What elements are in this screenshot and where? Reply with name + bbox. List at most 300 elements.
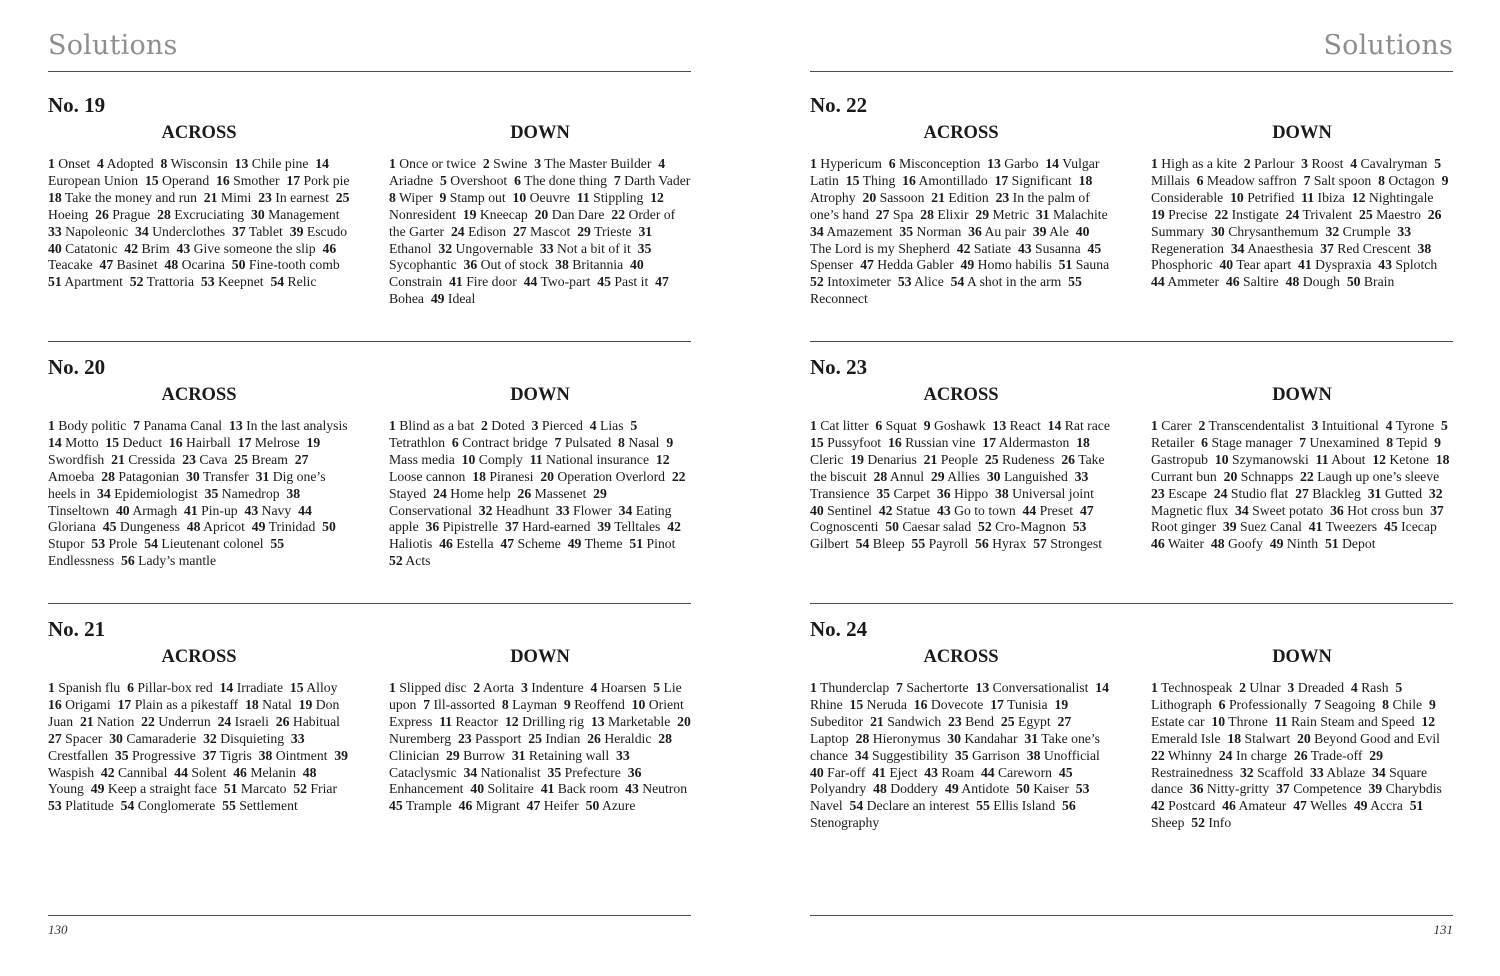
clue-number: 30 <box>947 730 961 746</box>
answer-text: Pussyfoot <box>827 434 882 450</box>
clue-number: 43 <box>1378 257 1392 273</box>
answer-text: Lias <box>599 418 624 433</box>
answer-entry <box>597 519 660 534</box>
answer-entry <box>48 418 126 433</box>
answer-entry <box>1151 798 1215 813</box>
clue-number: 31 <box>1024 730 1039 746</box>
down-heading: DOWN <box>1272 385 1332 405</box>
answer-text: Crestfallen <box>48 747 109 763</box>
answer-entry <box>1226 274 1279 289</box>
clue-number: 43 <box>625 781 639 797</box>
answer-entry <box>80 714 134 729</box>
clue-number: 2 <box>473 680 481 695</box>
answer-text: About <box>1331 451 1366 467</box>
answer-text: React <box>1009 418 1041 433</box>
answer-text: Solitaire <box>487 781 534 797</box>
answer-entry <box>115 748 196 763</box>
clue-number: 52 <box>978 519 992 535</box>
clue-number: 4 <box>658 156 666 171</box>
left-page <box>48 0 691 976</box>
clue-number: 43 <box>924 764 938 780</box>
answer-text: Homo habilis <box>977 257 1052 273</box>
answer-entry <box>463 207 528 222</box>
answer-text: Heraldic <box>604 730 652 746</box>
answer-text: Namedrop <box>221 485 280 501</box>
header-rule <box>48 71 691 72</box>
across-answer-text <box>48 680 350 815</box>
answer-entry <box>203 748 252 763</box>
answer-entry <box>1301 190 1345 205</box>
puzzle-number: No. 20 <box>48 355 106 379</box>
answer-entry <box>252 519 316 534</box>
clue-number: 40 <box>1219 257 1234 273</box>
across-answers <box>810 156 1112 308</box>
clue-number: 46 <box>322 240 337 256</box>
answer-entry <box>879 503 930 518</box>
answer-text: Dungeness <box>119 519 180 535</box>
answer-entry <box>48 241 118 256</box>
answer-entry <box>568 536 623 551</box>
clue-number: 45 <box>1383 519 1398 535</box>
answer-entry <box>1270 536 1318 551</box>
answer-entry <box>586 798 636 813</box>
clue-number: 33 <box>48 223 62 239</box>
clue-number: 22 <box>1300 468 1314 484</box>
answer-text: Languished <box>1003 468 1068 484</box>
answer-entry <box>201 274 264 289</box>
clue-number: 49 <box>567 536 582 552</box>
answer-entry <box>1016 781 1069 796</box>
answer-text: Cognoscenti <box>810 519 879 535</box>
clue-number: 5 <box>653 680 661 695</box>
answer-text: Dig one’s heels in <box>48 468 329 501</box>
answer-entry <box>1059 257 1110 272</box>
answer-text: Spenser <box>810 257 854 273</box>
down-heading: DOWN <box>1272 647 1332 667</box>
clue-number: 2 <box>1243 156 1251 171</box>
clue-number: 17 <box>237 434 252 450</box>
answer-text: Oeuvre <box>529 189 570 205</box>
answer-text: Nitty-gritty <box>1206 781 1270 797</box>
clue-number: 2 <box>482 156 490 171</box>
answer-entry <box>995 486 1094 501</box>
clue-number: 36 <box>627 764 642 780</box>
answer-text: Stayed <box>389 485 427 501</box>
answer-entry <box>505 714 584 729</box>
answer-entry <box>1235 503 1323 518</box>
answer-text: Swine <box>493 156 528 171</box>
clue-number: 11 <box>439 713 453 729</box>
answer-text: Take one’s chance <box>810 730 1104 763</box>
answer-text: Plain as a pikestaff <box>134 696 239 712</box>
answer-text: Conversationalist <box>992 680 1089 695</box>
across-answer-text <box>48 156 350 291</box>
answer-entry <box>957 241 1011 256</box>
clue-number: 26 <box>587 730 601 746</box>
clue-number: 55 <box>911 536 926 552</box>
clue-number: 1 <box>389 418 396 433</box>
answer-entry <box>101 469 179 484</box>
answer-text: Rhine <box>810 696 843 712</box>
answer-entry <box>912 536 969 551</box>
clue-number: 9 <box>563 696 571 712</box>
answer-text: In charge <box>1235 747 1287 763</box>
clue-number: 54 <box>144 536 158 552</box>
answer-entry <box>982 435 1069 450</box>
clue-number: 11 <box>576 189 590 205</box>
answer-text: Ethanol <box>389 240 432 256</box>
answer-entry <box>48 224 128 239</box>
answer-entry <box>286 173 349 188</box>
section-divider <box>48 341 691 342</box>
answer-text: Intoximeter <box>827 274 891 290</box>
answer-entry <box>1240 765 1303 780</box>
answer-entry <box>961 257 1052 272</box>
answer-text: Chile pine <box>251 156 309 171</box>
clue-number: 4 <box>590 680 598 695</box>
clue-number: 46 <box>1151 536 1165 552</box>
clue-number: 22 <box>671 468 686 484</box>
across-heading: ACROSS <box>923 385 999 405</box>
answer-entry <box>1214 207 1278 222</box>
answer-text: Overshoot <box>450 172 508 188</box>
clue-number: 48 <box>1285 274 1300 290</box>
page-number: 130 <box>48 922 68 937</box>
clue-number: 32 <box>203 730 217 746</box>
answer-text: Estate car <box>1151 713 1205 729</box>
answer-entry <box>464 765 541 780</box>
clue-number: 22 <box>1214 206 1229 222</box>
clue-number: 42 <box>124 240 139 256</box>
answer-text: Seagoing <box>1324 696 1376 712</box>
answer-entry <box>234 452 288 467</box>
answer-text: Back room <box>557 781 619 797</box>
clue-number: 18 <box>48 189 62 205</box>
answer-text: Massenet <box>534 485 587 501</box>
clue-number: 20 <box>540 468 554 484</box>
answer-entry <box>889 156 981 171</box>
clue-number: 52 <box>293 781 307 797</box>
answer-text: Egypt <box>1017 713 1051 729</box>
clue-number: 14 <box>1045 156 1060 171</box>
clue-number: 26 <box>517 485 532 501</box>
clue-number: 37 <box>504 519 519 535</box>
clue-number: 48 <box>186 519 201 535</box>
answer-text: Vulgar Latin <box>810 156 1103 188</box>
clue-number: 1 <box>810 680 817 695</box>
answer-text: Cat litter <box>820 418 869 433</box>
answer-entry <box>48 680 120 695</box>
clue-number: 9 <box>439 189 447 205</box>
answer-entry <box>1354 798 1403 813</box>
answer-entry <box>144 536 263 551</box>
answer-entry <box>1384 519 1437 534</box>
clue-number: 41 <box>1308 519 1323 535</box>
answer-text: Cavalryman <box>1360 156 1428 171</box>
answer-text: Cava <box>199 451 228 467</box>
answer-text: Passport <box>475 730 522 746</box>
answer-entry <box>945 781 1009 796</box>
clue-number: 5 <box>1434 156 1442 171</box>
answer-entry <box>810 274 891 289</box>
clue-number: 34 <box>810 223 824 239</box>
answer-text: Szymanowski <box>1231 451 1309 467</box>
clue-number: 52 <box>810 274 824 290</box>
clue-number: 31 <box>1035 206 1050 222</box>
clue-number: 31 <box>638 223 653 239</box>
across-heading: ACROSS <box>161 385 237 405</box>
answer-entry <box>846 173 896 188</box>
answer-entry <box>1151 156 1237 171</box>
clue-number: 34 <box>97 485 111 501</box>
answer-entry <box>130 274 194 289</box>
answer-text: Blind as a bat <box>399 418 475 433</box>
answer-text: Lady’s mantle <box>138 553 217 569</box>
answer-text: Trample <box>405 798 452 814</box>
answer-entry <box>103 519 180 534</box>
answer-text: Dyspraxia <box>1315 257 1372 273</box>
answer-entry <box>931 469 980 484</box>
clue-number: 15 <box>289 680 304 695</box>
clue-number: 8 <box>501 696 509 712</box>
answer-text: Regeneration <box>1151 240 1224 256</box>
clue-number: 46 <box>458 798 473 814</box>
answer-text: Summary <box>1151 223 1205 239</box>
answer-entry <box>850 798 970 813</box>
answer-text: Considerable <box>1151 189 1224 205</box>
answer-entry <box>157 207 244 222</box>
clue-number: 53 <box>48 798 62 814</box>
answer-entry <box>1211 536 1263 551</box>
answer-text: Hoeing <box>48 206 89 222</box>
answer-text: Friar <box>310 781 338 797</box>
answer-entry <box>479 503 549 518</box>
clue-number: 49 <box>1269 536 1284 552</box>
down-heading: DOWN <box>510 123 570 143</box>
clue-number: 38 <box>1417 240 1432 256</box>
answer-text: Management <box>268 206 340 222</box>
clue-number: 24 <box>1218 747 1233 763</box>
answer-entry <box>1190 781 1269 796</box>
clue-number: 7 <box>133 418 141 433</box>
puzzle-solution <box>810 354 1453 552</box>
answer-entry <box>290 680 338 695</box>
answer-entry <box>1033 224 1069 239</box>
answer-text: Haliotis <box>389 536 433 552</box>
clue-number: 7 <box>554 434 562 450</box>
answer-text: Ungovernable <box>455 240 534 256</box>
answer-entry <box>290 224 347 239</box>
clue-number: 13 <box>987 156 1001 171</box>
answer-text: Apartment <box>64 274 123 290</box>
clue-number: 53 <box>897 274 912 290</box>
clue-number: 47 <box>1293 798 1307 814</box>
clue-number: 34 <box>1230 240 1245 256</box>
answer-entry <box>182 452 227 467</box>
answer-entry <box>458 731 522 746</box>
clue-number: 8 <box>1378 172 1385 188</box>
answer-entry <box>931 190 988 205</box>
answer-text: Settlement <box>239 798 298 814</box>
answer-text: Hippo <box>953 485 989 501</box>
clue-number: 48 <box>164 257 179 273</box>
answer-entry <box>133 418 222 433</box>
answer-text: Theme <box>584 536 623 552</box>
answer-entry <box>433 486 511 501</box>
answer-text: Info <box>1208 815 1232 831</box>
clue-number: 17 <box>982 434 996 450</box>
clue-number: 27 <box>1295 485 1309 501</box>
clue-number: 4 <box>1350 156 1358 171</box>
clue-number: 32 <box>1428 485 1443 501</box>
answer-text: Retaining wall <box>528 747 610 763</box>
answer-text: Allies <box>947 468 980 484</box>
clue-number: 46 <box>439 536 453 552</box>
right-page <box>810 0 1453 976</box>
clue-number: 53 <box>1075 781 1090 797</box>
clue-number: 56 <box>1062 798 1076 814</box>
answer-entry <box>924 765 974 780</box>
answer-text: The done thing <box>524 172 607 188</box>
answer-text: Ibiza <box>1317 189 1345 205</box>
answer-text: Rain Steam and Speed <box>1291 713 1415 729</box>
answer-entry <box>860 257 954 272</box>
clue-number: 2 <box>1198 418 1206 433</box>
clue-number: 40 <box>115 502 130 518</box>
answer-text: Annul <box>889 468 925 484</box>
answer-text: Excruciating <box>174 206 245 222</box>
answer-text: Darth Vader <box>624 172 691 188</box>
clue-number: 1 <box>389 156 396 171</box>
answer-text: Reoffend <box>574 696 625 712</box>
clue-number: 3 <box>531 418 539 433</box>
clue-number: 50 <box>585 798 600 814</box>
answer-text: Two-part <box>540 274 591 290</box>
answer-text: Au pair <box>984 223 1026 239</box>
answer-entry <box>177 241 316 256</box>
answer-text: Ablaze <box>1326 764 1366 780</box>
answer-text: Stupor <box>48 536 85 552</box>
clue-number: 23 <box>1151 485 1165 501</box>
answer-text: Indenture <box>531 680 584 695</box>
clue-number: 50 <box>231 257 246 273</box>
answer-text: Ulnar <box>1249 680 1281 695</box>
clue-number: 19 <box>306 434 321 450</box>
answer-text: Russian vine <box>905 434 976 450</box>
answer-text: Norman <box>916 223 962 239</box>
clue-number: 28 <box>873 468 888 484</box>
answer-text: Hairball <box>186 434 231 450</box>
answer-entry <box>1300 469 1439 484</box>
answer-entry <box>1244 156 1295 171</box>
answer-entry <box>48 435 99 450</box>
clue-number: 32 <box>1239 764 1254 780</box>
answer-entry <box>1151 418 1192 433</box>
answer-entry <box>975 536 1026 551</box>
answer-entry <box>850 452 917 467</box>
answer-text: Headhunt <box>495 502 550 518</box>
clue-number: 20 <box>1223 468 1238 484</box>
answer-entry <box>862 190 924 205</box>
answer-text: Nationalist <box>480 764 541 780</box>
clue-number: 15 <box>105 434 120 450</box>
answer-entry <box>810 503 872 518</box>
answer-entry <box>1326 224 1391 239</box>
clue-number: 19 <box>1054 696 1069 712</box>
answer-text: Polyandry <box>810 781 867 797</box>
clue-number: 7 <box>613 172 621 188</box>
clue-number: 39 <box>1032 223 1047 239</box>
across-heading: ACROSS <box>161 647 237 667</box>
answer-text: Red Crescent <box>1337 240 1411 256</box>
clue-number: 25 <box>234 451 248 467</box>
clue-number: 33 <box>1310 764 1324 780</box>
answer-text: High as a kite <box>1161 156 1237 171</box>
answer-text: Strongest <box>1050 536 1103 552</box>
answer-text: Trade-off <box>1310 747 1363 763</box>
answer-entry <box>440 190 506 205</box>
clue-number: 29 <box>975 206 990 222</box>
answer-text: Studio flat <box>1230 485 1289 501</box>
answer-entry <box>1295 486 1361 501</box>
answer-text: Retailer <box>1151 434 1195 450</box>
clue-number: 25 <box>1358 206 1373 222</box>
answer-text: Depot <box>1342 536 1376 552</box>
answer-entry <box>955 748 1020 763</box>
answer-entry <box>186 469 249 484</box>
answer-entry <box>389 553 430 568</box>
answer-text: Operation Overlord <box>557 468 665 484</box>
answer-text: Sauna <box>1075 257 1110 273</box>
answer-text: Doddery <box>890 781 939 797</box>
down-answer-text <box>389 680 691 815</box>
answer-text: Waspish <box>48 764 95 780</box>
answer-entry <box>1027 748 1100 763</box>
clue-number: 20 <box>534 206 549 222</box>
clue-number: 31 <box>255 468 270 484</box>
clue-number: 51 <box>1324 536 1339 552</box>
answer-text: Tunisia <box>1007 696 1048 712</box>
answer-entry <box>452 435 548 450</box>
clue-number: 2 <box>1239 680 1246 695</box>
column-headings <box>48 646 691 668</box>
answer-entry <box>513 190 570 205</box>
answer-text: Carer <box>1161 418 1192 433</box>
answer-text: Keep a straight face <box>107 781 217 797</box>
answer-entry <box>1372 452 1429 467</box>
answer-entry <box>899 224 961 239</box>
clue-number: 31 <box>511 747 526 763</box>
answer-text: Layman <box>512 696 558 712</box>
clue-number: 50 <box>885 519 899 535</box>
clue-number: 8 <box>160 156 168 171</box>
clue-number: 8 <box>389 189 396 205</box>
clue-number: 16 <box>887 434 902 450</box>
clue-number: 27 <box>294 451 309 467</box>
clue-number: 40 <box>810 764 824 780</box>
answer-text: Thunderclap <box>820 680 890 695</box>
clue-number: 30 <box>986 468 1001 484</box>
clue-number: 48 <box>1210 536 1225 552</box>
answer-entry <box>937 486 988 501</box>
answer-text: Edison <box>468 223 507 239</box>
answer-text: Reconnect <box>810 291 868 307</box>
answer-entry <box>389 680 467 695</box>
answer-text: Square dance <box>1151 764 1431 797</box>
across-answers <box>48 418 350 570</box>
answer-text: Neruda <box>866 696 907 712</box>
answer-text: Statue <box>895 502 931 518</box>
